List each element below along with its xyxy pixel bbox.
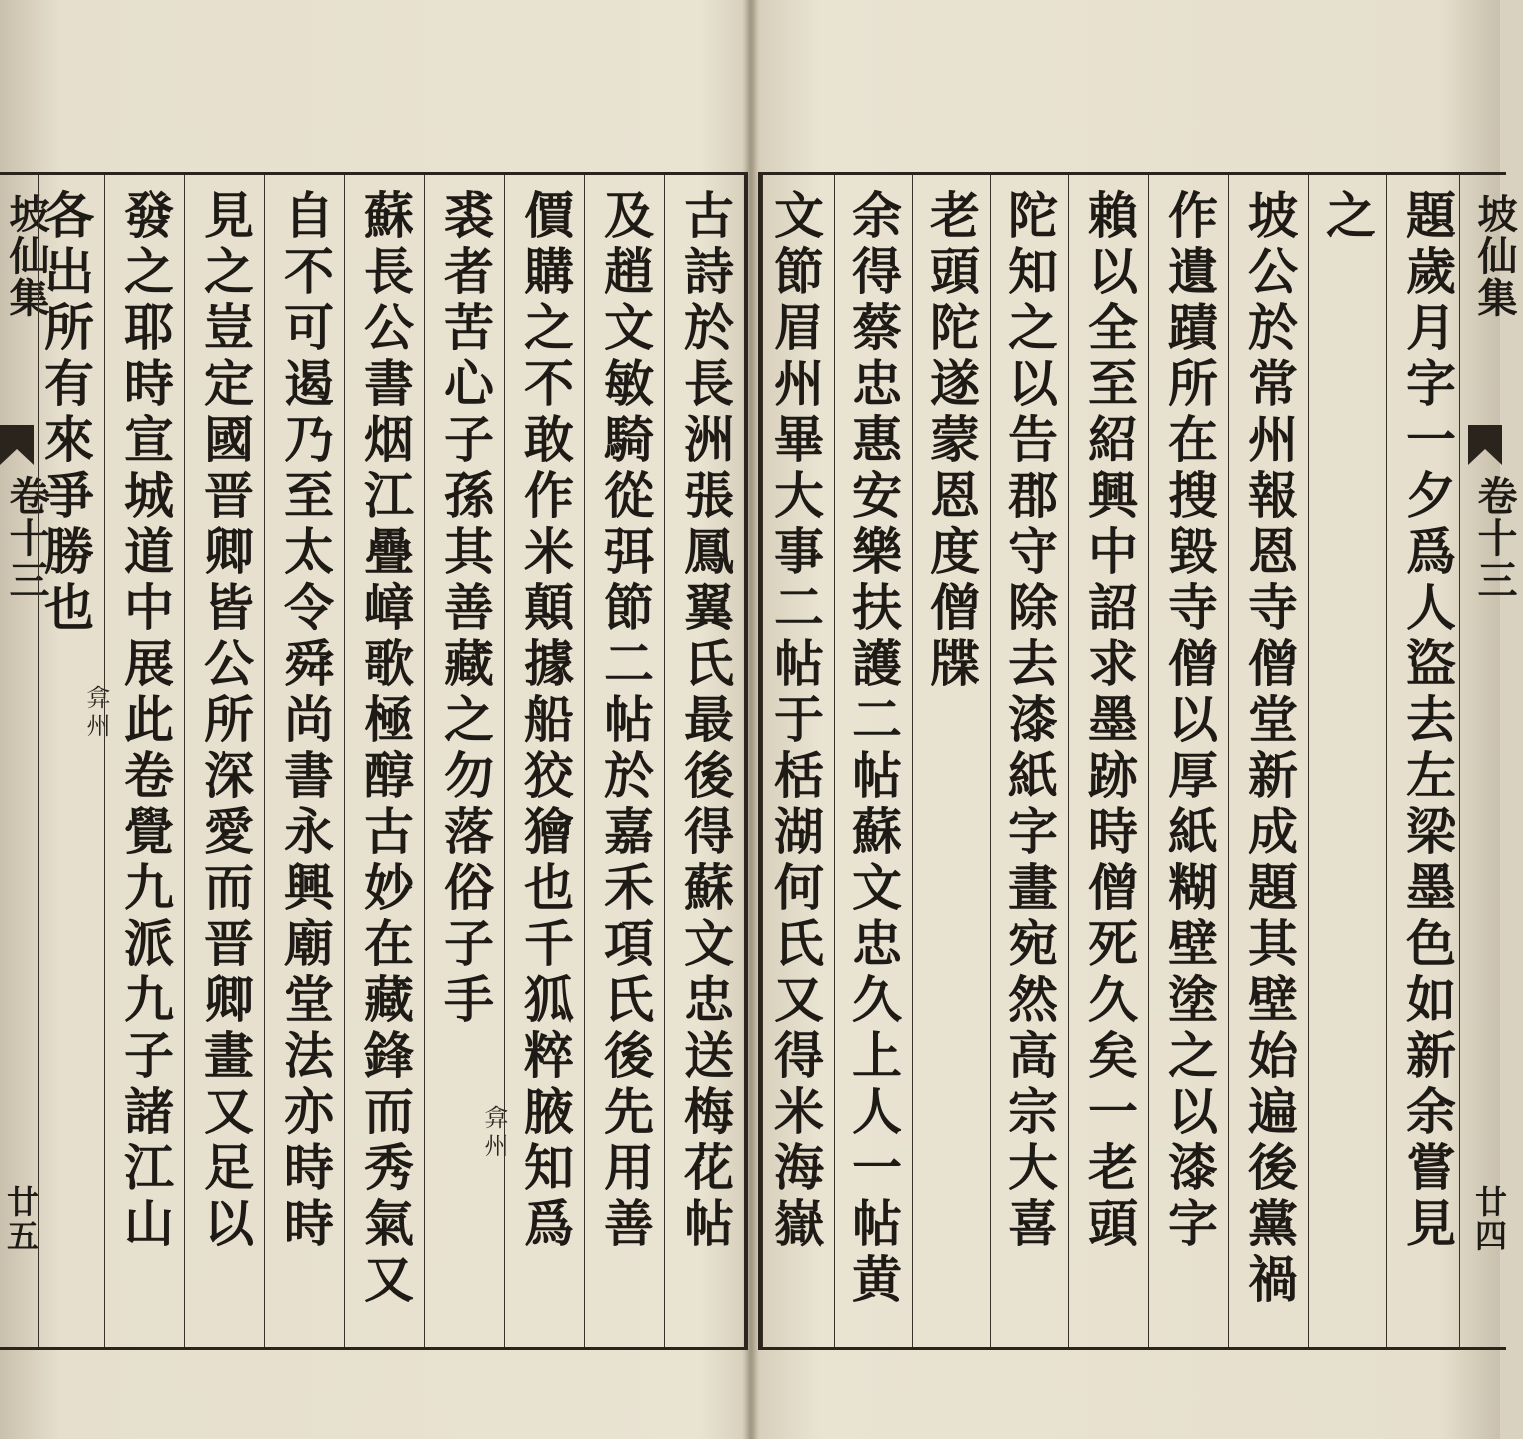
margin-page-number: 廿五 xyxy=(2,1185,40,1253)
text-column xyxy=(1068,175,1148,1347)
column-text: 題歲月字一夕爲人盜去左梁墨色如新余嘗見 xyxy=(1398,189,1457,1253)
margin-juan: 卷十三 xyxy=(3,475,50,601)
column-text: 發之耶時宣城道中展此卷覺九派九子諸江山 xyxy=(116,189,175,1253)
text-column xyxy=(504,175,584,1347)
text-column xyxy=(1308,175,1386,1347)
text-column xyxy=(1386,175,1466,1347)
margin-title: 坡仙集 xyxy=(3,193,50,319)
left-text-frame xyxy=(0,172,748,1350)
column-text: 余得蔡忠惠安樂扶護二帖蘇文忠久上人一帖黄 xyxy=(844,189,903,1309)
column-text: 見之豈定國晋卿皆公所深愛而晋卿畫又足以 xyxy=(196,189,255,1253)
margin-title: 坡仙集 xyxy=(1471,193,1518,319)
text-column xyxy=(184,175,264,1347)
column-text: 賴以全至紹興中詔求墨跡時僧死久矣一老頭 xyxy=(1080,189,1139,1253)
text-column xyxy=(344,175,424,1347)
text-column xyxy=(584,175,664,1347)
right-page-margin xyxy=(1459,172,1518,1350)
column-text: 作遺蹟所在搜毀寺僧以厚紙糊壁塗之以漆字 xyxy=(1160,189,1219,1253)
column-text: 陀知之以告郡守除去漆紙字畫宛然高宗大喜 xyxy=(1000,189,1059,1253)
text-column xyxy=(912,175,990,1347)
text-column xyxy=(104,175,184,1347)
text-column xyxy=(1228,175,1308,1347)
margin-page-number: 廿四 xyxy=(1470,1185,1508,1253)
right-page xyxy=(752,0,1518,1439)
text-column xyxy=(424,175,508,1347)
annotation-note: 弇州 xyxy=(82,685,110,741)
column-text: 自不可遏乃至太令舜尚書永興廟堂法亦時時 xyxy=(276,189,335,1253)
text-column xyxy=(264,175,344,1347)
column-text: 蘇長公書烟江疊嶂歌極醇古妙在藏鋒而秀氣又 xyxy=(356,189,415,1309)
column-text: 老頭陀遂蒙恩度僧牒 xyxy=(922,189,981,693)
left-page xyxy=(0,0,752,1439)
text-column xyxy=(990,175,1068,1347)
fishtail-mark xyxy=(1468,425,1502,465)
column-text: 裘者苦心子孫其善藏之勿落俗子手 xyxy=(436,189,495,1029)
text-column xyxy=(762,175,834,1347)
book-gutter xyxy=(742,0,758,1439)
text-column xyxy=(834,175,912,1347)
column-text: 及趙文敏騎從弭節二帖於嘉禾項氏後先用善 xyxy=(596,189,655,1253)
text-column xyxy=(1148,175,1228,1347)
text-column xyxy=(664,175,744,1347)
right-text-frame xyxy=(758,172,1504,1350)
text-column xyxy=(36,175,110,1347)
column-text: 文節眉州畢大事二帖于栝湖何氏又得米海嶽 xyxy=(766,189,825,1253)
column-text: 古詩於長洲張鳳翼氏最後得蘇文忠送梅花帖 xyxy=(676,189,735,1253)
column-text: 坡公於常州報恩寺僧堂新成題其壁始遍後黨禍 xyxy=(1240,189,1299,1309)
column-text: 各出所有來爭勝也 xyxy=(36,189,95,637)
column-text: 價購之不敢作米顛據船狡獪也千狐粹腋知爲 xyxy=(516,189,575,1253)
margin-juan: 卷十三 xyxy=(1471,475,1518,601)
annotation-note: 弇州 xyxy=(480,1105,508,1161)
column-text: 之 xyxy=(1318,189,1377,245)
